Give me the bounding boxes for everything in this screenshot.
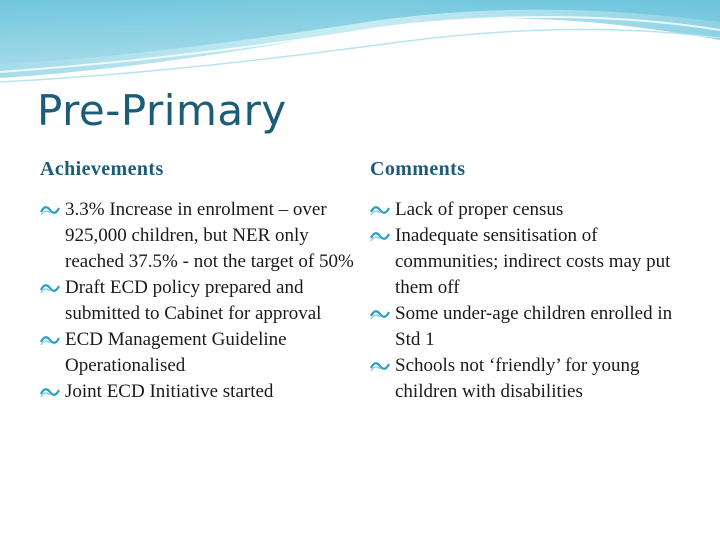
comments-header: Comments bbox=[370, 158, 466, 180]
comment-text: Lack of proper census bbox=[395, 199, 564, 220]
list-item bbox=[40, 379, 360, 405]
list-item bbox=[40, 275, 360, 327]
wave-bullet-icon bbox=[370, 360, 390, 372]
decorative-wave-banner bbox=[0, 0, 720, 90]
wave-bullet-icon bbox=[370, 308, 390, 320]
wave-bullet-icon bbox=[40, 386, 60, 398]
achievement-text: ECD Management Guideline Operationalised bbox=[65, 329, 287, 376]
list-item bbox=[40, 197, 360, 275]
comments-list bbox=[370, 197, 690, 405]
wave-bullet-icon bbox=[40, 282, 60, 294]
wave-bullet-icon bbox=[370, 204, 390, 216]
list-item bbox=[370, 223, 690, 301]
comment-text: Some under-age children enrolled in Std 1 bbox=[395, 303, 673, 350]
achievement-text: Joint ECD Initiative started bbox=[65, 381, 274, 402]
list-item bbox=[370, 353, 690, 405]
achievements-column bbox=[40, 158, 360, 405]
comments-column bbox=[370, 158, 690, 405]
achievement-text: Draft ECD policy prepared and submitted to Cabinet for approval bbox=[65, 277, 322, 324]
list-item bbox=[40, 327, 360, 379]
achievements-list bbox=[40, 197, 360, 405]
list-item bbox=[370, 197, 690, 223]
comment-text: Schools not ‘friendly’ for young children with disabilities bbox=[395, 355, 640, 402]
page-title: Pre-Primary bbox=[37, 86, 287, 135]
achievements-header: Achievements bbox=[40, 158, 164, 180]
achievement-text: 3.3% Increase in enrolment – over 925,000 children, but NER only reached 37.5% - not the target of 50% bbox=[65, 199, 354, 272]
list-item bbox=[370, 301, 690, 353]
comment-text: Inadequate sensitisation of communities; indirect costs may put them off bbox=[395, 225, 671, 298]
wave-bullet-icon bbox=[40, 204, 60, 216]
wave-bullet-icon bbox=[370, 230, 390, 242]
wave-bullet-icon bbox=[40, 334, 60, 346]
